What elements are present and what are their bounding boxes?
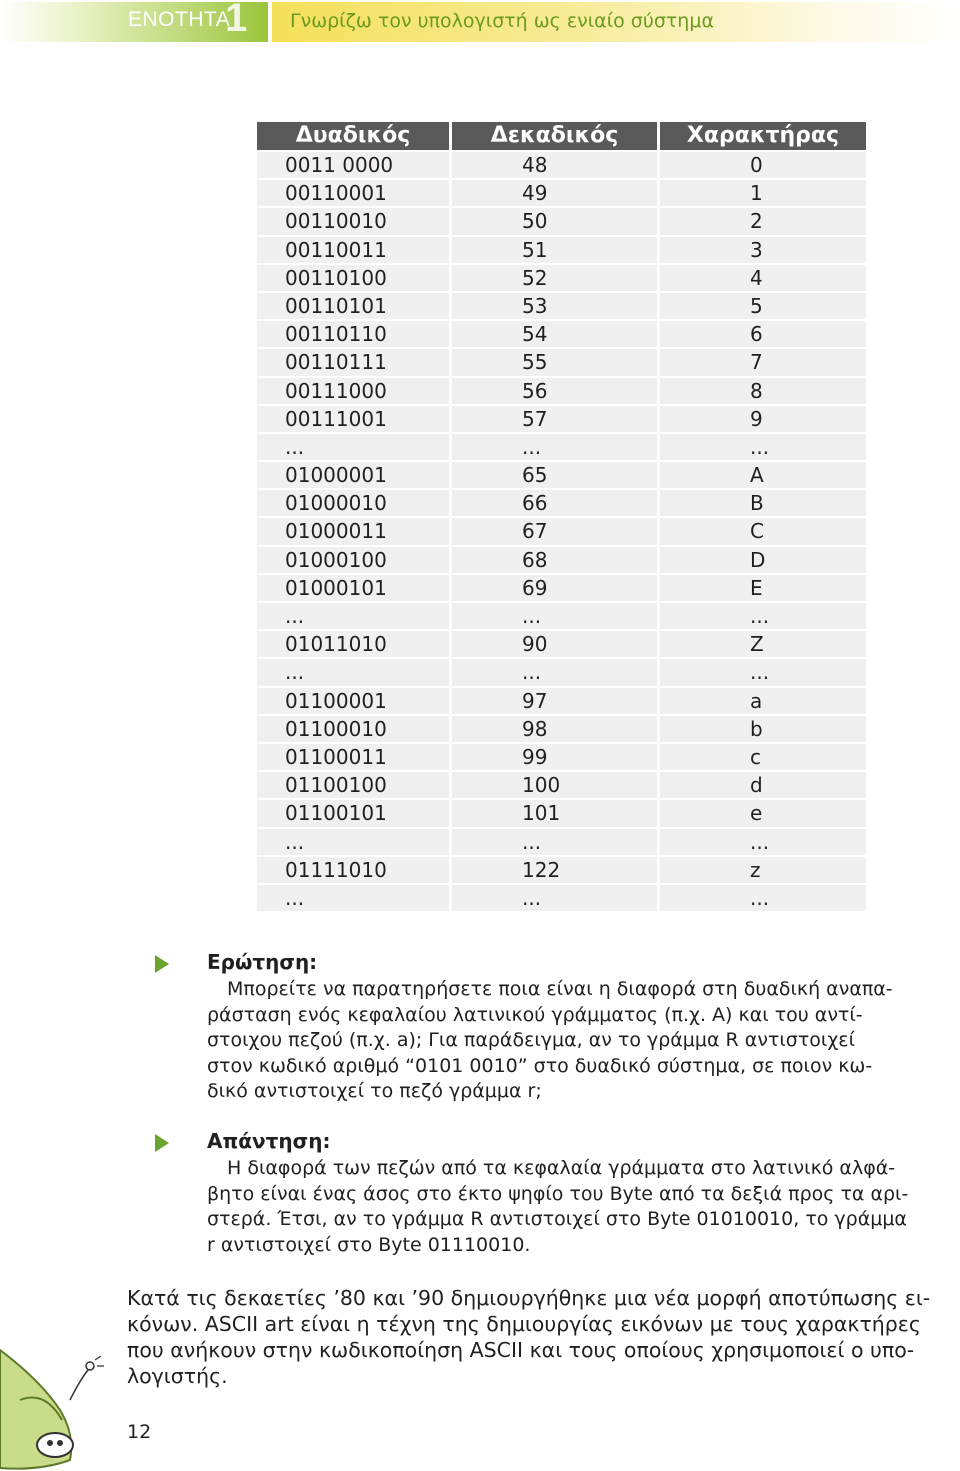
answer-line: r αντιστοιχεί στο Byte 01110010. — [207, 1233, 531, 1256]
character-cell: 7 — [660, 349, 866, 375]
paragraph-line: κόνων. ASCII art είναι η τέχνη της δημιουργίας εικόνων με τους χαρακτήρες — [127, 1312, 921, 1336]
table-row — [257, 518, 866, 546]
question-line: στοιχου πεζού (π.χ. a); Για παράδειγμα, αν το γράμμα R αντιστοιχεί — [207, 1029, 856, 1051]
table-row — [257, 631, 866, 659]
binary-cell: 00110110 — [257, 321, 449, 347]
chapter-title: Γνωρίζω τον υπολογιστή ως ενιαίο σύστημα — [290, 10, 714, 32]
table-row — [257, 265, 866, 293]
character-cell: ... — [660, 659, 866, 685]
binary-cell: ... — [257, 829, 449, 855]
page-header — [0, 0, 960, 44]
paragraph-line: Κατά τις δεκαετίες ’80 και ’90 δημιουργήθηκε μια νέα μορφή αποτύπωσης ει- — [127, 1286, 931, 1310]
decimal-cell: 52 — [452, 265, 657, 291]
character-cell: 0 — [660, 152, 866, 178]
triangle-bullet-icon — [155, 1134, 169, 1152]
character-cell: ... — [660, 434, 866, 460]
decimal-cell: 55 — [452, 349, 657, 375]
header-binary: Δυαδικός — [257, 122, 449, 150]
character-cell: a — [660, 688, 866, 714]
binary-cell: 01000100 — [257, 547, 449, 573]
binary-cell: 01100001 — [257, 688, 449, 714]
decimal-cell: 48 — [452, 152, 657, 178]
binary-cell: 00110011 — [257, 237, 449, 263]
paragraph-line: που ανήκουν στην κωδικοποίηση ASCII και τους οποίους χρησιμοποιεί ο υπο- — [127, 1338, 915, 1362]
unit-number: 1 — [225, 0, 248, 40]
table-row — [257, 180, 866, 208]
paragraph-line: λογιστής. — [127, 1364, 228, 1388]
binary-cell: 01100010 — [257, 716, 449, 742]
question-text — [207, 977, 960, 1105]
character-cell: z — [660, 857, 866, 883]
binary-cell: 01111010 — [257, 857, 449, 883]
table-row — [257, 152, 866, 180]
character-cell: 2 — [660, 208, 866, 234]
decimal-cell: 97 — [452, 688, 657, 714]
table-row — [257, 744, 866, 772]
table-row — [257, 321, 866, 349]
decimal-cell: 49 — [452, 180, 657, 206]
decimal-cell: 122 — [452, 857, 657, 883]
table-row — [257, 659, 866, 687]
character-cell: b — [660, 716, 866, 742]
triangle-bullet-icon — [155, 955, 169, 973]
character-cell: D — [660, 547, 866, 573]
decimal-cell: 69 — [452, 575, 657, 601]
decimal-cell: ... — [452, 434, 657, 460]
character-cell: ... — [660, 603, 866, 629]
decimal-cell: 101 — [452, 800, 657, 826]
decimal-cell: 66 — [452, 490, 657, 516]
binary-cell: 00111000 — [257, 378, 449, 404]
table-row — [257, 716, 866, 744]
table-row — [257, 237, 866, 265]
binary-cell: 0011 0000 — [257, 152, 449, 178]
character-cell: e — [660, 800, 866, 826]
character-cell: 8 — [660, 378, 866, 404]
character-cell: 4 — [660, 265, 866, 291]
character-cell: d — [660, 772, 866, 798]
ascii-art-paragraph — [127, 1285, 957, 1389]
decimal-cell: 90 — [452, 631, 657, 657]
binary-cell: 01100100 — [257, 772, 449, 798]
table-row — [257, 462, 866, 490]
decimal-cell: 56 — [452, 378, 657, 404]
character-cell: 1 — [660, 180, 866, 206]
decimal-cell: 99 — [452, 744, 657, 770]
table-body — [257, 152, 866, 913]
decimal-cell: ... — [452, 603, 657, 629]
question-line: στον κωδικό αριθμό “0101 0010” στο δυαδικό σύστημα, σε ποιον κω- — [207, 1054, 873, 1077]
decimal-cell: 68 — [452, 547, 657, 573]
character-cell: C — [660, 518, 866, 544]
ascii-table — [257, 122, 866, 913]
header-character: Χαρακτήρας — [660, 122, 866, 150]
character-cell: A — [660, 462, 866, 488]
table-row — [257, 772, 866, 800]
table-row — [257, 547, 866, 575]
decimal-cell: 50 — [452, 208, 657, 234]
question-line: Μπορείτε να παρατηρήσετε ποια είναι η διαφορά στη δυαδική αναπα- — [227, 978, 893, 1000]
question-line: δικό αντιστοιχεί το πεζό γράμμα r; — [207, 1080, 542, 1102]
table-row — [257, 688, 866, 716]
decimal-cell: 67 — [452, 518, 657, 544]
table-row — [257, 434, 866, 462]
binary-cell: 01100101 — [257, 800, 449, 826]
table-row — [257, 603, 866, 631]
decimal-cell: 51 — [452, 237, 657, 263]
page-number: 12 — [127, 1421, 152, 1443]
table-header-row — [257, 122, 866, 152]
binary-cell: 01011010 — [257, 631, 449, 657]
answer-line: στερά. Έτσι, αν το γράμμα R αντιστοιχεί στο Byte 01010010, το γράμμα — [207, 1208, 907, 1230]
character-cell: B — [660, 490, 866, 516]
binary-cell: 01000011 — [257, 518, 449, 544]
unit-label: ΕΝΟΤΗΤΑ — [128, 8, 231, 31]
header-decimal: Δεκαδικός — [452, 122, 657, 150]
table-row — [257, 490, 866, 518]
character-cell: E — [660, 575, 866, 601]
binary-cell: 01000010 — [257, 490, 449, 516]
answer-line: Η διαφορά των πεζών από τα κεφαλαία γράμματα στο λατινικό αλφά- — [227, 1157, 896, 1179]
character-cell: 6 — [660, 321, 866, 347]
character-cell: ... — [660, 829, 866, 855]
question-line: ράσταση ενός κεφαλαίου λατινικού γράμματος (π.χ. A) και του αντί- — [207, 1003, 863, 1026]
binary-cell: 00111001 — [257, 406, 449, 432]
decimal-cell: ... — [452, 885, 657, 911]
decimal-cell: ... — [452, 659, 657, 685]
decimal-cell: 98 — [452, 716, 657, 742]
binary-cell: 00110010 — [257, 208, 449, 234]
table-row — [257, 349, 866, 377]
character-cell: 9 — [660, 406, 866, 432]
binary-cell: ... — [257, 434, 449, 460]
table-row — [257, 378, 866, 406]
table-row — [257, 406, 866, 434]
decimal-cell: 100 — [452, 772, 657, 798]
character-cell: ... — [660, 885, 866, 911]
binary-cell: ... — [257, 603, 449, 629]
binary-cell: ... — [257, 885, 449, 911]
binary-cell: 00110101 — [257, 293, 449, 319]
binary-cell: 00110001 — [257, 180, 449, 206]
table-row — [257, 857, 866, 885]
answer-heading: Απάντηση: — [207, 1129, 331, 1153]
mouse-cartoon-icon — [0, 1340, 120, 1471]
character-cell: 5 — [660, 293, 866, 319]
decimal-cell: 54 — [452, 321, 657, 347]
binary-cell: ... — [257, 659, 449, 685]
binary-cell: 01000101 — [257, 575, 449, 601]
binary-cell: 00110111 — [257, 349, 449, 375]
character-cell: 3 — [660, 237, 866, 263]
binary-cell: 01000001 — [257, 462, 449, 488]
table-row — [257, 829, 866, 857]
answer-text — [207, 1156, 960, 1258]
table-row — [257, 800, 866, 828]
answer-line: βητο είναι ένας άσος στο έκτο ψηφίο του Byte από τα δεξιά προς τα αρι- — [207, 1182, 909, 1205]
table-row — [257, 575, 866, 603]
table-row — [257, 885, 866, 913]
binary-cell: 01100011 — [257, 744, 449, 770]
decimal-cell: ... — [452, 829, 657, 855]
table-row — [257, 293, 866, 321]
decimal-cell: 53 — [452, 293, 657, 319]
decimal-cell: 65 — [452, 462, 657, 488]
decimal-cell: 57 — [452, 406, 657, 432]
question-heading: Ερώτηση: — [207, 950, 318, 974]
character-cell: c — [660, 744, 866, 770]
character-cell: Z — [660, 631, 866, 657]
table-row — [257, 208, 866, 236]
binary-cell: 00110100 — [257, 265, 449, 291]
